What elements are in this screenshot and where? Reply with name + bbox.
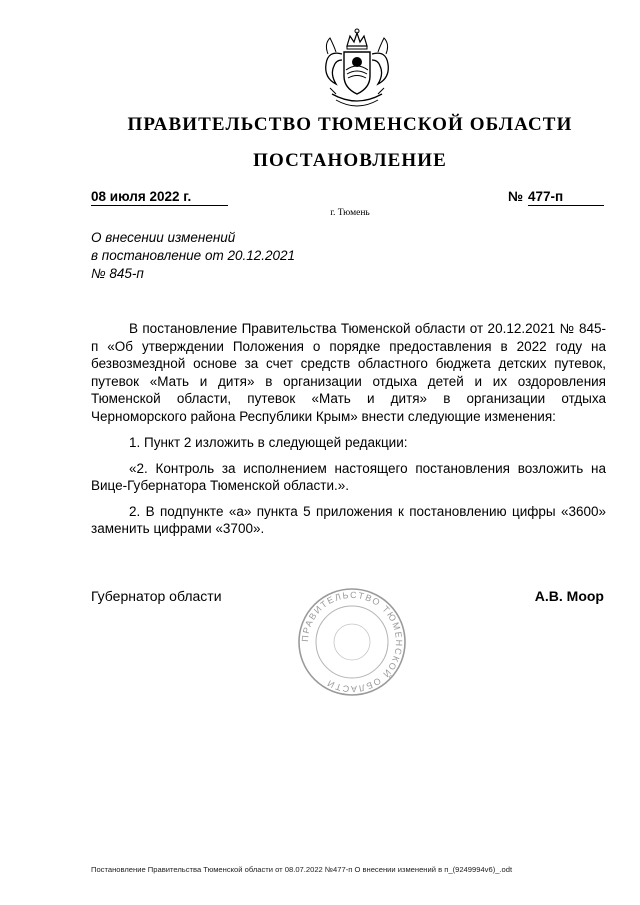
number-sign: № <box>508 189 524 204</box>
body-paragraph: В постановление Правительства Тюменской области от 20.12.2021 № 845-п «Об утверждении Положения о порядке предоставления в 2022 году на безвозмездной основе за счет средств областного бюджета детских путевок, путевок «Мать и дитя» в организации отдыха детей и их оздоровления Тюменской области, путевок «Мать и дитя» в организации отдыха Черноморского района Республики Крым» внести следующие изменения: <box>91 321 606 424</box>
signature-name: А.В. Моор <box>534 588 604 604</box>
stamp-text: ПРАВИТЕЛЬСТВО ТЮМЕНСКОЙ ОБЛАСТИ <box>299 589 405 695</box>
subject-line: в постановление от 20.12.2021 <box>91 248 296 263</box>
subject-line: № 845-п <box>91 266 144 281</box>
body-paragraph: 2. В подпункте «а» пункта 5 приложения к постановлению цифры «3600» заменить цифрами «3700». <box>91 503 606 536</box>
document-date: 08 июля 2022 г. <box>91 189 228 206</box>
city-label: г. Тюмень <box>330 208 370 218</box>
body-paragraph: «2. Контроль за исполнением настоящего постановления возложить на Вице-Губернатора Тюменской области.». <box>91 460 606 493</box>
subject-block <box>91 229 295 283</box>
subject-line: О внесении изменений <box>91 230 236 245</box>
document-number: 477-п <box>528 189 604 206</box>
organization-title: ПРАВИТЕЛЬСТВО ТЮМЕНСКОЙ ОБЛАСТИ <box>127 114 573 135</box>
footer-filename: Постановление Правительства Тюменской области от 08.07.2022 №477-п О внесении изменений в п_(9249994v6)_.odt <box>91 865 513 874</box>
official-stamp <box>296 586 408 698</box>
body-text <box>91 320 606 546</box>
signature-role: Губернатор области <box>91 588 222 604</box>
body-paragraph: 1. Пункт 2 изложить в следующей редакции: <box>129 435 408 450</box>
document-type-title: ПОСТАНОВЛЕНИЕ <box>253 150 447 171</box>
coat-of-arms-icon <box>314 24 400 116</box>
